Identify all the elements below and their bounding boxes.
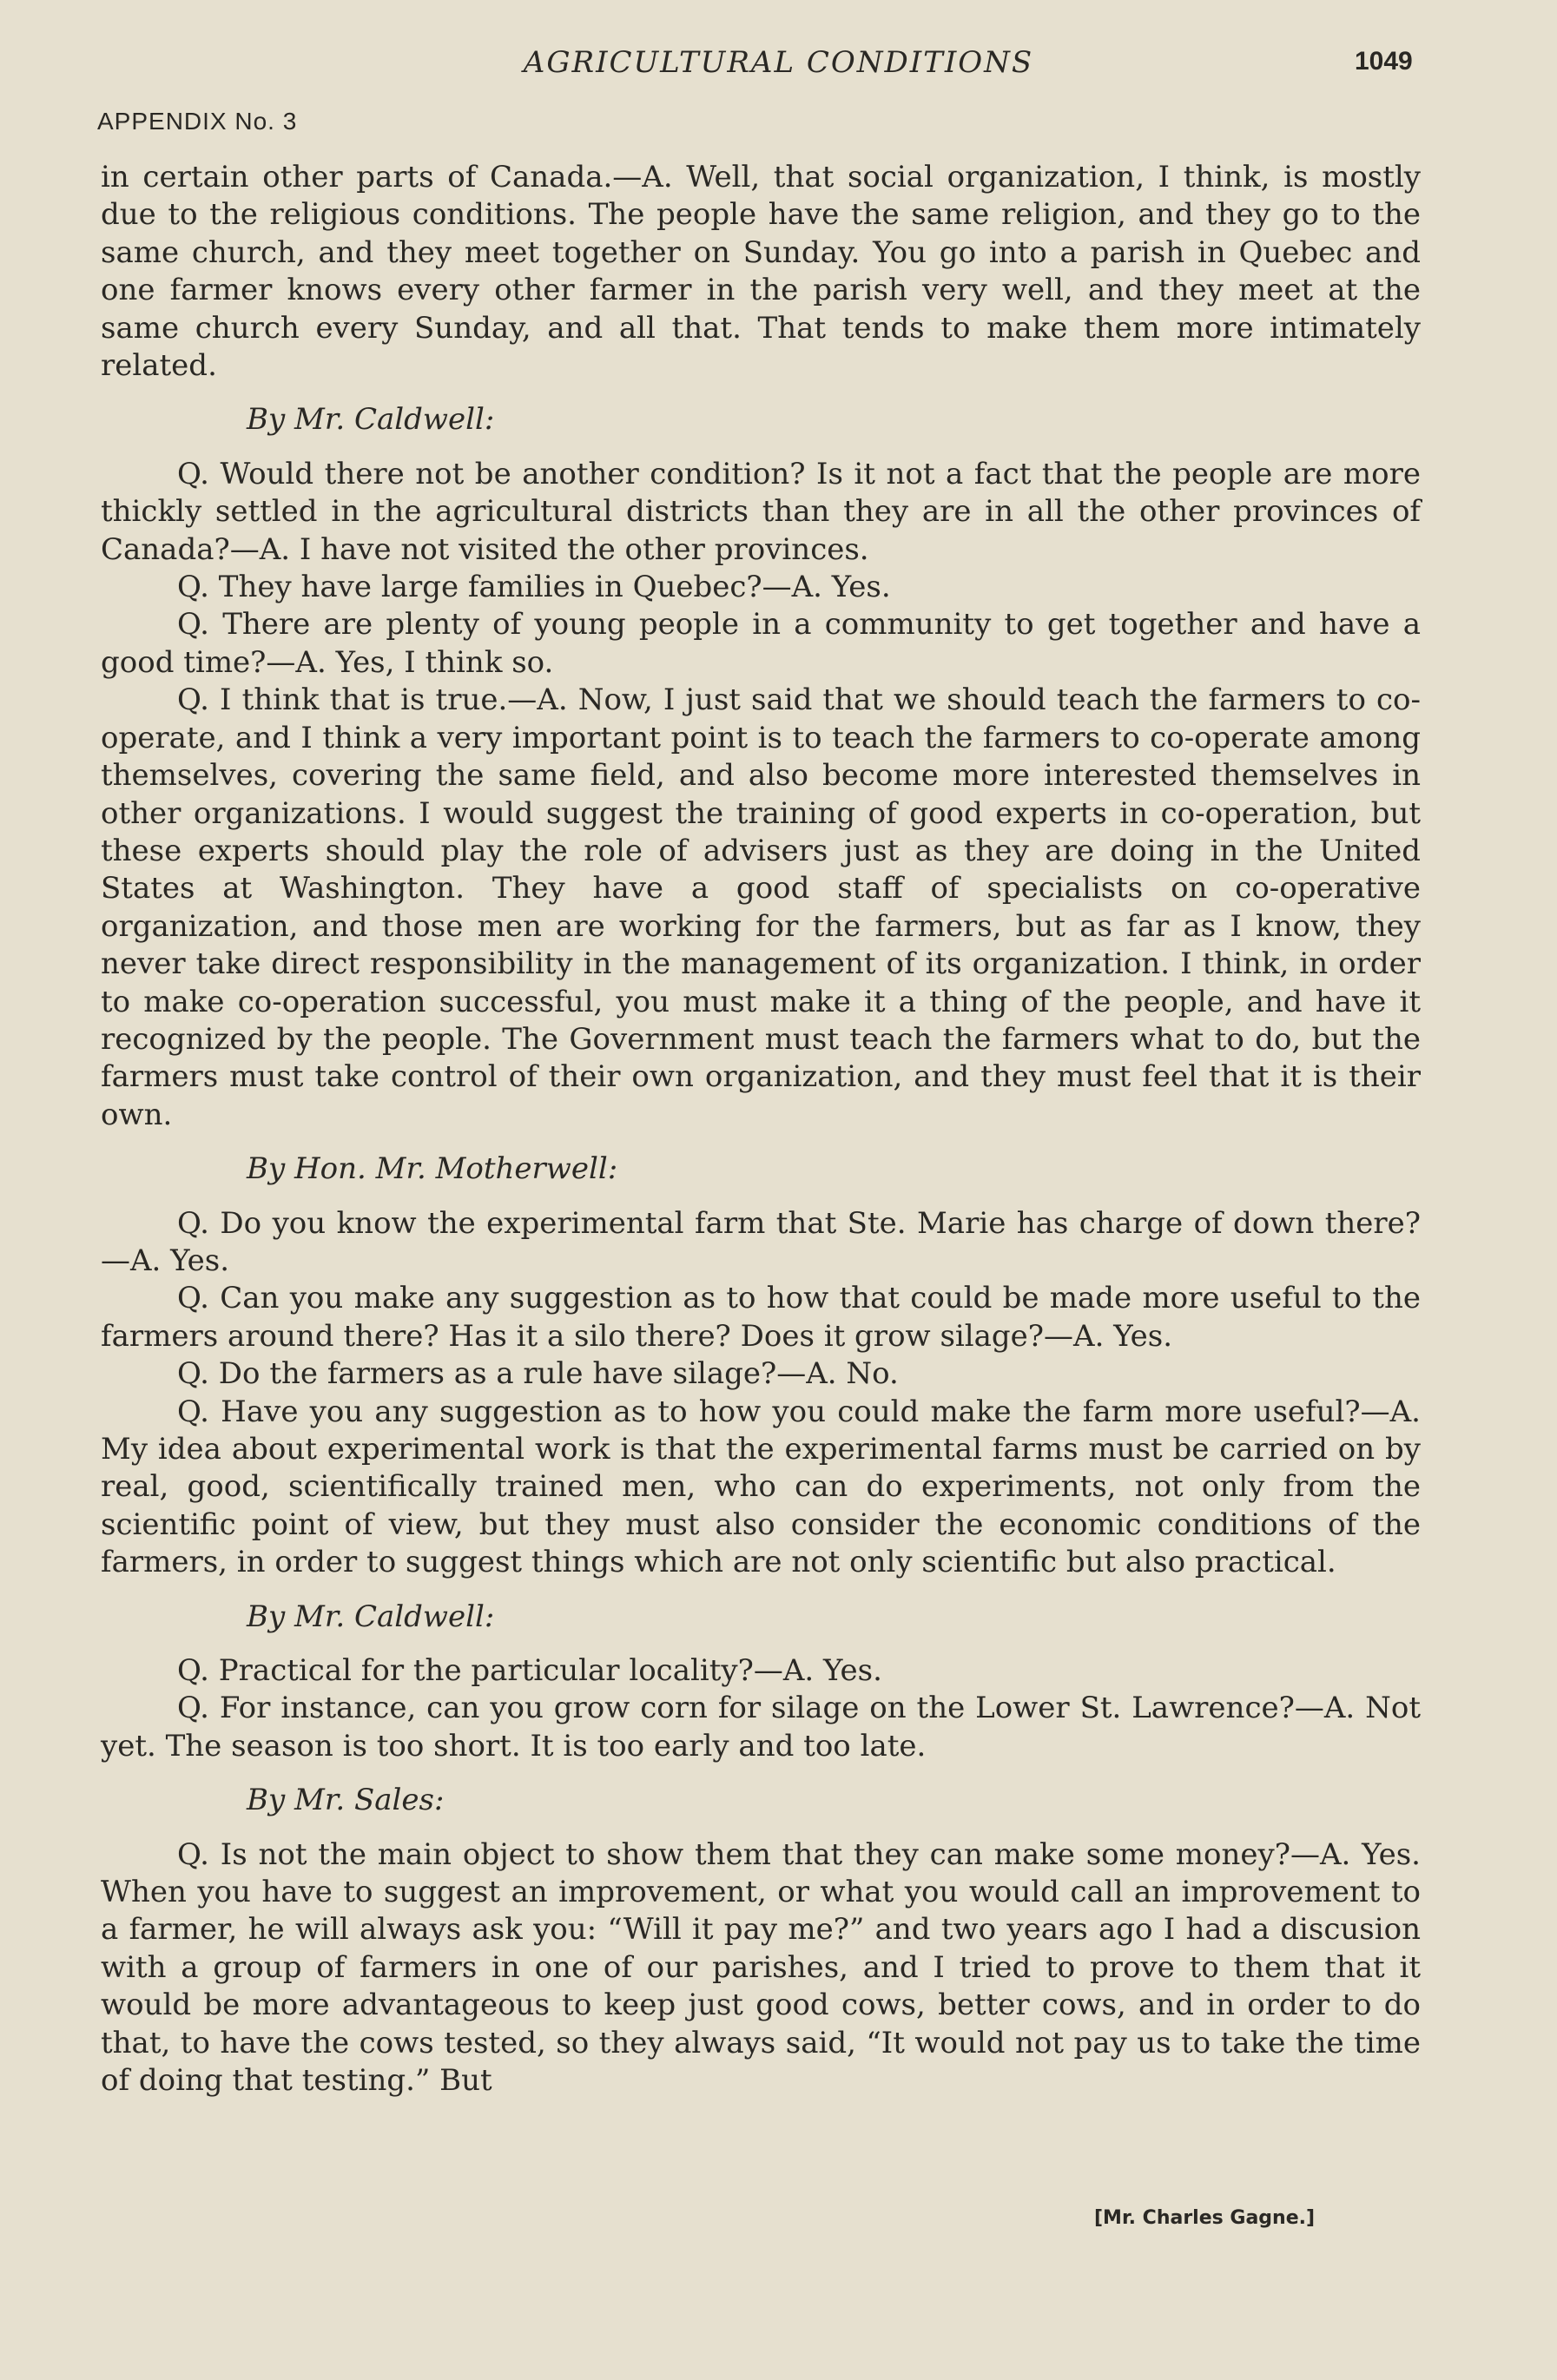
paragraph: Q. Would there not be another condition? Is it not a fact that the people are more thickly settled in the agricultural districts than they are in all the other provinces of Canada?—A. I have not visited the other provinces. — [101, 456, 1421, 567]
paragraph: Q. There are plenty of young people in a community to get together and have a good time?—A. Yes, I think so. — [101, 607, 1421, 680]
body-text — [101, 159, 1421, 2100]
speaker-heading: By Mr. Caldwell: — [247, 402, 495, 438]
appendix-label: APPENDIX No. 3 — [97, 108, 298, 135]
paragraph: Q. Can you make any suggestion as to how that could be made more useful to the farmers around there? Has it a silo there? Does it grow silage?—A. Yes. — [101, 1281, 1421, 1354]
paragraph: in certain other parts of Canada.—A. Well, that social organization, I think, is mostly due to the religious conditions. The people have the same religion, and they go to the same church, and they meet together on Sunday. You go into a parish in Quebec and one farmer knows every other farmer in the parish very well, and they meet at the same church every Sunday, and all that. That tends to make them more intimately related. — [101, 160, 1421, 384]
paragraph: Q. Do you know the experimental farm that Ste. Marie has charge of down there?—A. Yes. — [101, 1205, 1421, 1278]
paragraph: Q. Do the farmers as a rule have silage?—A. No. — [177, 1356, 899, 1392]
paragraph: Q. Is not the main object to show them that they can make some money?—A. Yes. When you have to suggest an improvement, or what you would call an improvement to a farmer, he will always ask you: “Will it pay me?” and two years ago I had a discusion with a group of farmers in one of our parishes, and I tried to prove to them that it would be more advantageous to keep just good cows, better cows, and in order to do that, to have the cows tested, so they always said, “It would not pay us to take the time of doing that testing.” But — [101, 1836, 1421, 2099]
speaker-attribution: [Mr. Charles Gagne.] — [1094, 2207, 1316, 2229]
paragraph: Q. Have you any suggestion as to how you could make the farm more useful?—A. My idea about experimental work is that the experimental farms must be carried on by real, good, scientifically trained men, who can do experiments, not only from the scientific point of view, but they must also consider the economic conditions of the farmers, in order to suggest things which are not only scientific but also practical. — [101, 1394, 1421, 1580]
paragraph: Q. They have large families in Quebec?—A. Yes. — [177, 570, 891, 605]
running-title: AGRICULTURAL CONDITIONS — [523, 45, 1034, 80]
paragraph: Q. Practical for the particular locality?—A. Yes. — [177, 1653, 882, 1689]
paragraph: Q. I think that is true.—A. Now, I just said that we should teach the farmers to co-operate, and I think a very important point is to teach the farmers to co-operate among themselves, covering the same field, and also become more interested themselves in other organizations. I would suggest the training of good experts in co-operation, but these experts should play the role of advisers just as they are doing in the United States at Washington. They have a good staff of specialists on co-operative organization, and those men are working for the farmers, but as far as I know, they never take direct responsibility in the management of its organization. I think, in order to make co-operation successful, you must make it a thing of the people, and have it recognized by the people. The Government must teach the farmers what to do, but the farmers must take control of their own organization, and they must feel that it is their own. — [101, 682, 1421, 1132]
speaker-heading: By Mr. Sales: — [247, 1783, 445, 1818]
speaker-heading: By Hon. Mr. Motherwell: — [247, 1151, 618, 1187]
speaker-heading: By Mr. Caldwell: — [247, 1599, 495, 1634]
page-number: 1049 — [1355, 47, 1413, 76]
paragraph: Q. For instance, can you grow corn for silage on the Lower St. Lawrence?—A. Not yet. The season is too short. It is too early and too late. — [101, 1691, 1421, 1764]
